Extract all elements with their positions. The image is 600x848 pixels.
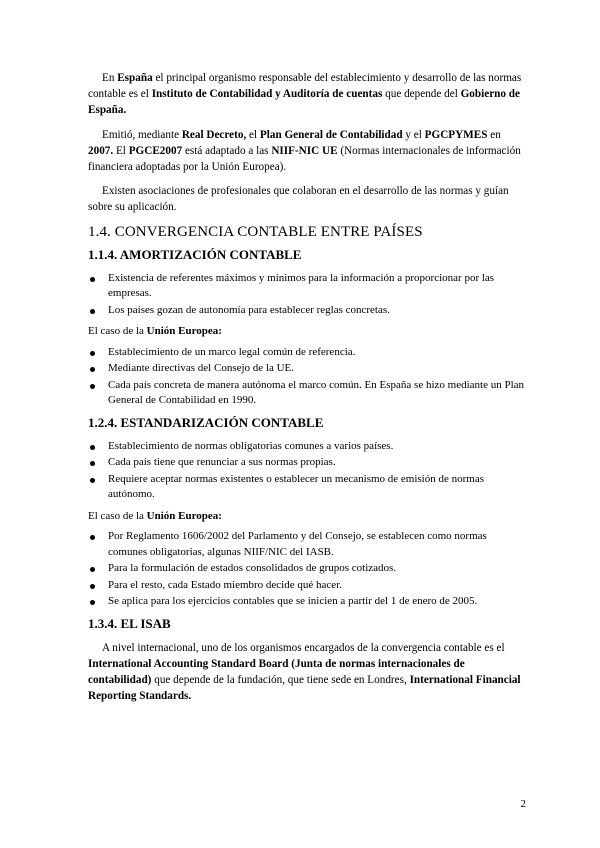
- bullet-icon: [90, 478, 95, 483]
- bold-text: Instituto de Contabilidad y Auditoría de cuentas: [151, 88, 383, 101]
- intro-union-europea: [88, 509, 528, 525]
- bold-text: PGCPYMES: [424, 128, 488, 141]
- bold-text: España: [117, 72, 153, 84]
- section-title: 1.4. CONVERGENCIA CONTABLE ENTRE PAÍSES: [88, 223, 423, 240]
- bullet-icon: [90, 535, 95, 540]
- list-item: [88, 455, 528, 471]
- bullet-icon: [90, 600, 95, 605]
- bold-text: Gobierno de España.: [88, 88, 520, 117]
- bullet-list: [88, 345, 528, 409]
- list-item-text: Existencia de referentes máximos y mínimos para la información a proporcionar por las empresas.: [108, 271, 495, 300]
- text: El: [113, 144, 129, 157]
- list-item: [88, 378, 528, 409]
- paragraph-asociaciones: [88, 183, 528, 215]
- list-item: [88, 529, 528, 560]
- list-item-text: Cada país concreta de manera autónoma el marco común. En España se hizo mediante un Plan General de Contabilidad en 1990.: [108, 378, 525, 407]
- bullet-icon: [90, 567, 95, 572]
- text: y el: [402, 128, 425, 141]
- text: A nivel internacional, uno de los organismos encargados de la convergencia contable es el: [101, 641, 505, 654]
- bullet-icon: [90, 384, 95, 389]
- list-item-text: Por Reglamento 1606/2002 del Parlamento y del Consejo, se establecen como normas comunes obligatorias, algunas NIIF/NIC del IASB.: [108, 530, 487, 558]
- text: El caso de la: [88, 509, 147, 522]
- list-item-text: Los países gozan de autonomía para establecer reglas concretas.: [108, 303, 390, 316]
- list-item-text: Establecimiento de un marco legal común de referencia.: [108, 345, 356, 358]
- text: está adaptado a las: [182, 144, 272, 157]
- bold-text: Plan General de Contabilidad: [259, 128, 403, 141]
- subsection-title-isab: 1.3.4. EL ISAB: [88, 615, 171, 631]
- bold-text: PGCE2007: [128, 144, 183, 157]
- list-item-text: Mediante directivas del Consejo de la UE.: [108, 362, 295, 375]
- list-item: [88, 594, 528, 610]
- bold-text: Real Decreto,: [181, 128, 247, 141]
- bullet-list: [88, 529, 528, 610]
- bold-text: International Financial Reporting Standards.: [88, 674, 521, 703]
- intro-union-europea: [88, 324, 528, 340]
- text: Emitió, mediante: [101, 128, 182, 141]
- paragraph-espana: [88, 70, 528, 119]
- list-item: [88, 561, 528, 577]
- page-number: 2: [520, 798, 526, 810]
- bullet-icon: [90, 584, 95, 589]
- list-item: [88, 271, 528, 302]
- list-item-text: Se aplica para los ejercicios contables que se inicien a partir del 1 de enero de 2005.: [108, 595, 478, 608]
- bullet-icon: [90, 461, 95, 466]
- bullet-icon: [90, 351, 95, 356]
- list-item: [88, 578, 528, 594]
- list-item-text: Para la formulación de estados consolidados de grupos cotizados.: [108, 562, 397, 575]
- list-item-text: Cada país tiene que renunciar a sus normas propias.: [108, 456, 336, 469]
- list-item: [88, 472, 528, 503]
- paragraph-isab: [88, 640, 528, 705]
- list-item-text: Requiere aceptar normas existentes o establecer un mecanismo de emisión de normas autónomo.: [108, 472, 485, 501]
- bold-text: Unión Europea:: [146, 509, 222, 522]
- list-item-text: Para el resto, cada Estado miembro decide qué hacer.: [108, 578, 342, 591]
- subsection-title-estandarizacion: 1.2.4. ESTANDARIZACIÓN CONTABLE: [88, 414, 324, 430]
- text: el: [246, 128, 260, 141]
- bullet-icon: [90, 367, 95, 372]
- list-item-text: Establecimiento de normas obligatorias comunes a varios países.: [108, 439, 394, 452]
- bold-text: Unión Europea:: [146, 325, 222, 338]
- text: En: [101, 72, 118, 84]
- paragraph-emitio: [88, 127, 528, 176]
- bullet-icon: [90, 445, 95, 450]
- bold-text: 2007.: [88, 144, 114, 157]
- text: en: [487, 128, 501, 141]
- text: (Normas internacionales de información financiera adoptadas por la Unión Europea).: [88, 144, 521, 174]
- bold-text: International Accounting Standard Board (Junta de normas internacionales de contabilidad): [88, 657, 465, 687]
- bullet-list: [88, 439, 528, 503]
- text: El caso de la: [88, 325, 147, 338]
- document-page: [88, 70, 528, 712]
- list-item: [88, 439, 528, 455]
- subsection-title-amortizacion: 1.1.4. AMORTIZACIÓN CONTABLE: [88, 246, 302, 262]
- text: Existen asociaciones de profesionales que colaboran en el desarrollo de las normas y guían sobre su aplicación.: [88, 185, 509, 214]
- list-item: [88, 303, 528, 319]
- list-item: [88, 345, 528, 361]
- bold-text: NIIF-NIC UE: [271, 144, 338, 157]
- bullet-icon: [90, 309, 95, 314]
- bullet-list: [88, 271, 528, 319]
- list-item: [88, 361, 528, 377]
- text: que depende de la fundación, que tiene sede en Londres,: [151, 674, 410, 687]
- bullet-icon: [90, 277, 95, 282]
- text: el principal organismo responsable del establecimiento y desarrollo de las normas contable es el: [88, 72, 522, 101]
- text: que depende del: [382, 88, 461, 101]
